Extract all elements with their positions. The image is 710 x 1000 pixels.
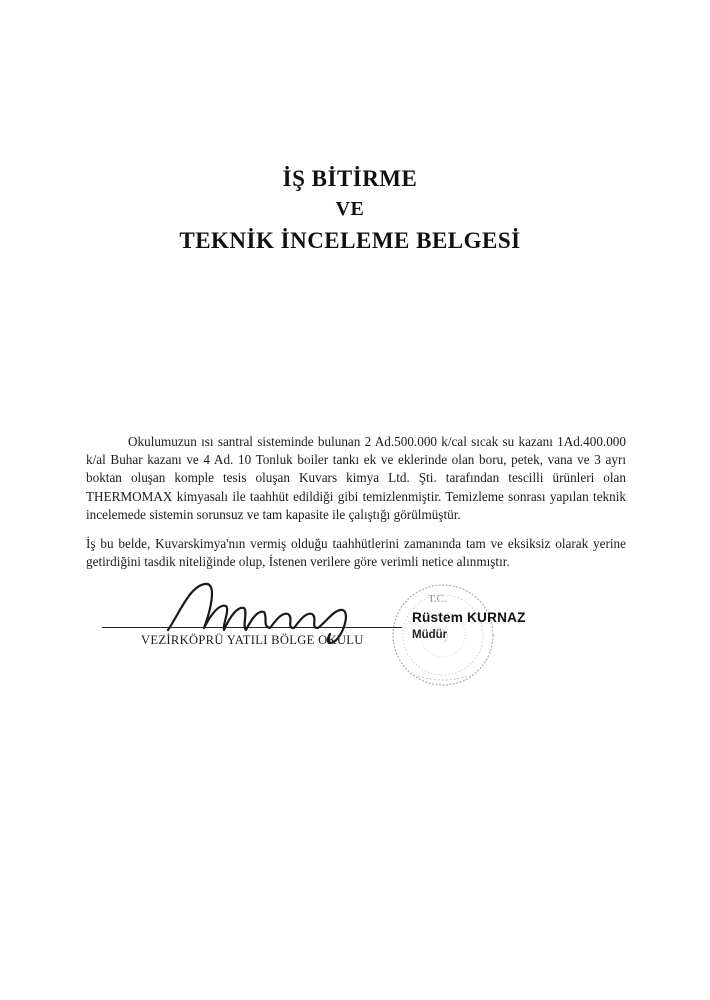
document-title-line-1: İŞ BİTİRME <box>282 166 418 191</box>
signatory-role: Müdür <box>412 629 448 641</box>
signatory-name: Rüstem KURNAZ <box>412 610 526 625</box>
stamp-text: T.C. <box>428 593 447 605</box>
body-paragraph-1: Okulumuzun ısı santral sisteminde bulunan 2 Ad.500.000 k/cal sıcak su kazanı 1Ad.400.000 k/al Buhar kazanı ve 4 Ad. 10 Tonluk boiler tankı ek ve eklerinde olan boru, petek, vana ve 3 ayrı boktan oluşan komple tesis oluşan Kuvars kimya Ltd. Şti. tarafından tescilli ürünleri olan THERMOMAX kimyasalı ile taahhüt edildiği gibi temizlenmiştir. Temizleme sonrası yapılan teknik incelemede sistemin sorunsuz ve tam kapasite ile çalıştığı görülmüştür. <box>86 434 626 522</box>
document-title-line-3: TEKNİK İNCELEME BELGESİ <box>179 228 521 253</box>
school-name: VEZİRKÖPRÜ YATILI BÖLGE OKULU <box>141 633 364 647</box>
body-paragraph-2: İş bu belde, Kuvarskimya'nın vermiş olduğu taahhütlerini zamanında tam ve eksiksiz olarak yerine getirdiğini tasdik niteliğinde olup, İstenen verilere göre verimli netice alınmıştır. <box>86 536 626 570</box>
document-title-line-2: VE <box>335 198 365 220</box>
